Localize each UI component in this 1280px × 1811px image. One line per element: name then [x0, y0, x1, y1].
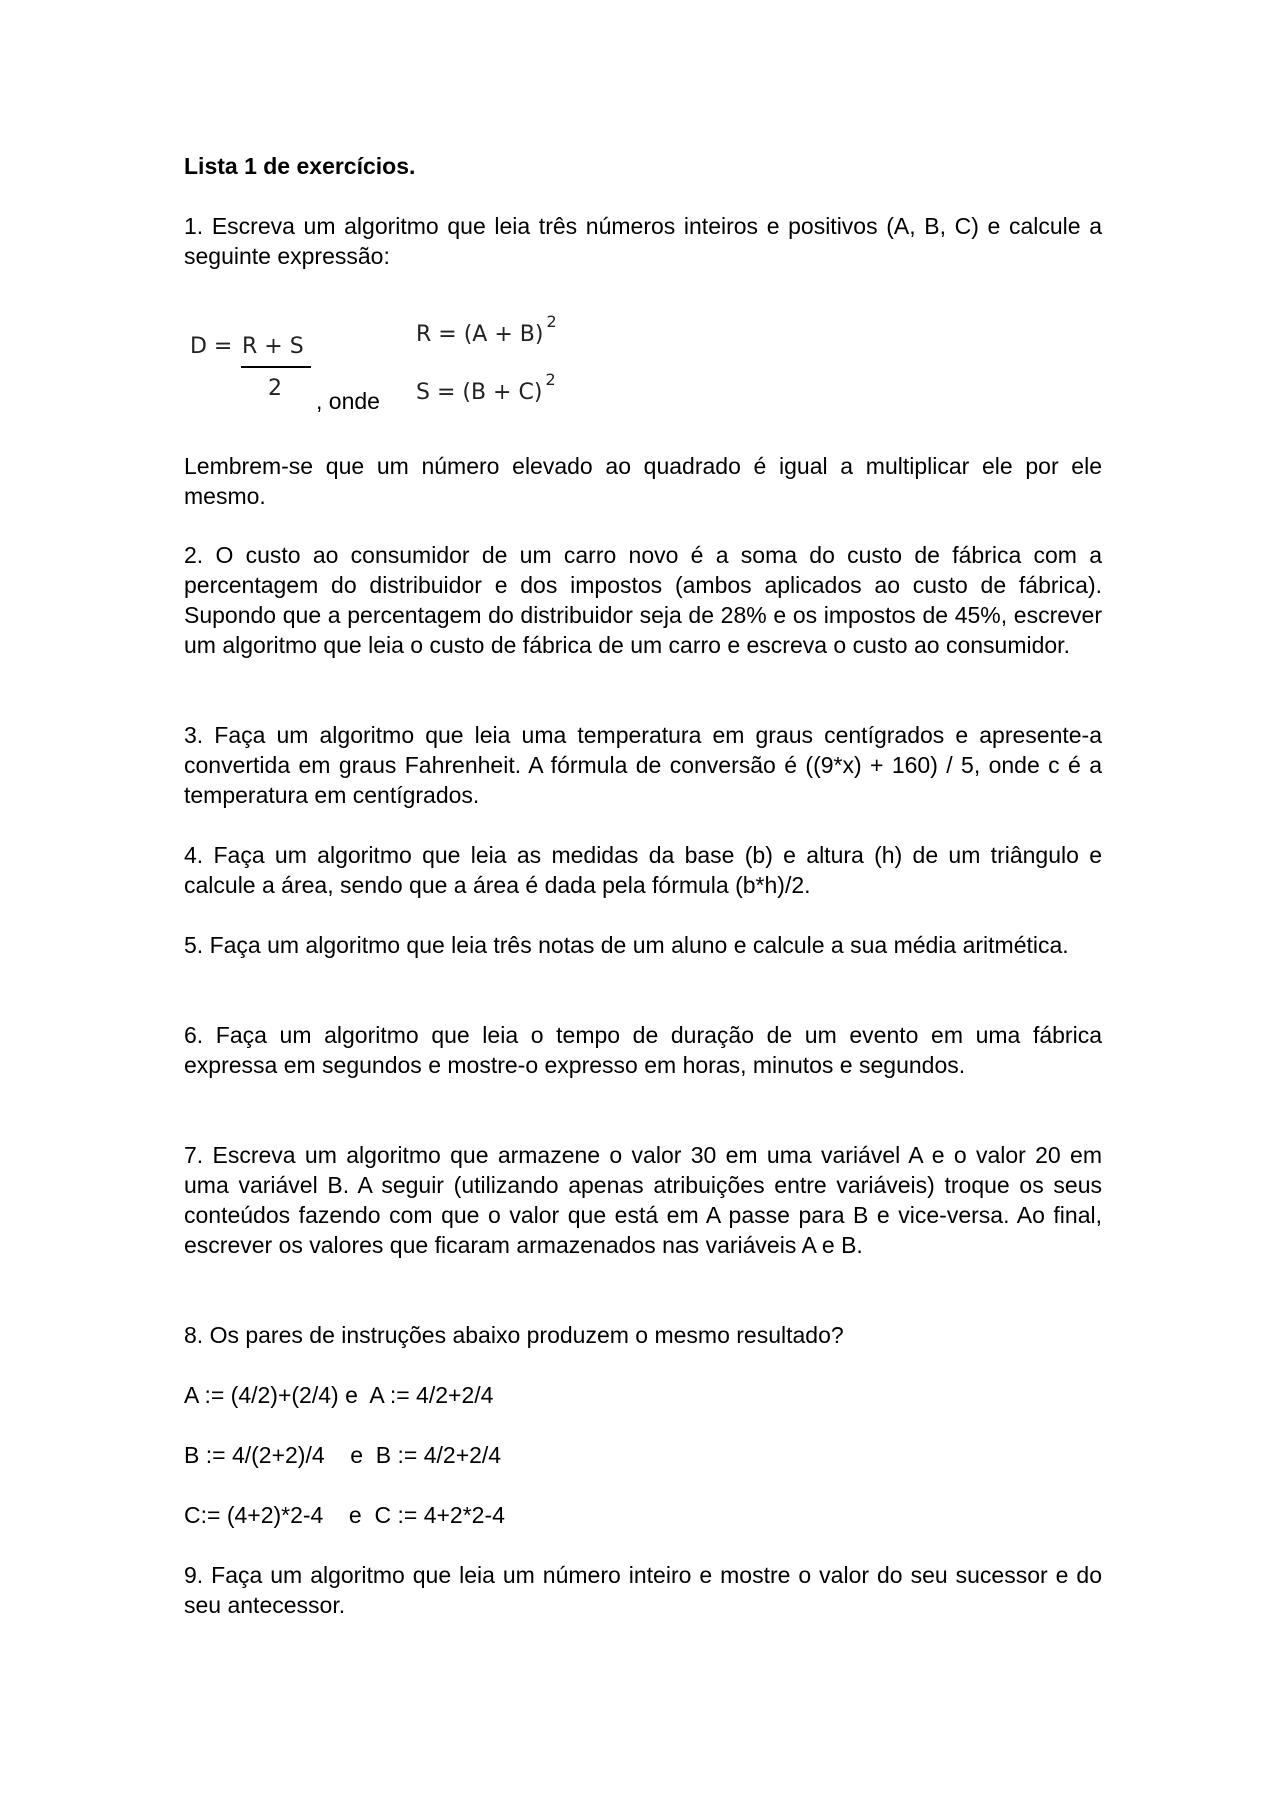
- formula-s: [416, 370, 556, 405]
- formula-onde: , onde: [316, 388, 380, 414]
- instruction-pair-c: C:= (4+2)*2-4 e C := 4+2*2-4: [184, 1502, 505, 1528]
- page-title: Lista 1 de exercícios.: [184, 153, 416, 179]
- question-8: 8. Os pares de instruções abaixo produzem o mesmo resultado?: [184, 1322, 844, 1348]
- fraction-line: [241, 366, 311, 368]
- question-5: 5. Faça um algoritmo que leia três notas de um aluno e calcule a sua média aritmética.: [184, 932, 1069, 958]
- formula-s-exponent: 2: [545, 370, 556, 389]
- formula-r: [416, 312, 557, 347]
- question-2: 2. O custo ao consumidor de um carro novo é a soma do custo de fábrica com a percentagem do distribuidor e dos impostos (ambos aplicados ao custo de fábrica). Supondo que a percentagem do distribuidor seja de 28% e os impostos de 45%, escrever um algoritmo que leia o custo de fábrica de um carro e escreva o custo ao consumidor.: [184, 542, 1102, 658]
- question-1-note: Lembrem-se que um número elevado ao quadrado é igual a multiplicar ele por ele mesmo.: [184, 453, 1102, 509]
- instruction-pair-a: A := (4/2)+(2/4) e A := 4/2+2/4: [184, 1382, 494, 1408]
- question-1: 1. Escreva um algoritmo que leia três números inteiros e positivos (A, B, C) e calcule a seguinte expressão:: [184, 213, 1102, 269]
- question-7: 7. Escreva um algoritmo que armazene o valor 30 em uma variável A e o valor 20 em uma variável B. A seguir (utilizando apenas atribuições entre variáveis) troque os seus conteúdos fazendo com que o valor que está em A passe para B e vice-versa. Ao final, escrever os valores que ficaram armazenados nas variáveis A e B.: [184, 1142, 1102, 1258]
- question-9: 9. Faça um algoritmo que leia um número inteiro e mostre o valor do seu sucessor e do seu antecessor.: [184, 1562, 1102, 1618]
- formula-d-left: D =: [190, 334, 233, 359]
- formula-r-exponent: 2: [546, 312, 557, 331]
- formula-denominator: 2: [268, 376, 282, 401]
- formula-s-expr: S = (B + C): [416, 380, 543, 405]
- formula-r-expr: R = (A + B): [416, 322, 544, 347]
- question-3: 3. Faça um algoritmo que leia uma temperatura em graus centígrados e apresente-a convertida em graus Fahrenheit. A fórmula de conversão é ((9*x) + 160) / 5, onde c é a temperatura em centígrados.: [184, 722, 1102, 808]
- formula-figure: [184, 308, 684, 418]
- instruction-pair-b: B := 4/(2+2)/4 e B := 4/2+2/4: [184, 1442, 502, 1468]
- formula-numerator: R + S: [242, 334, 304, 359]
- question-6: 6. Faça um algoritmo que leia o tempo de duração de um evento em uma fábrica expressa em segundos e mostre-o expresso em horas, minutos e segundos.: [184, 1022, 1102, 1078]
- question-4: 4. Faça um algoritmo que leia as medidas da base (b) e altura (h) de um triângulo e calcule a área, sendo que a área é dada pela fórmula (b*h)/2.: [184, 842, 1102, 898]
